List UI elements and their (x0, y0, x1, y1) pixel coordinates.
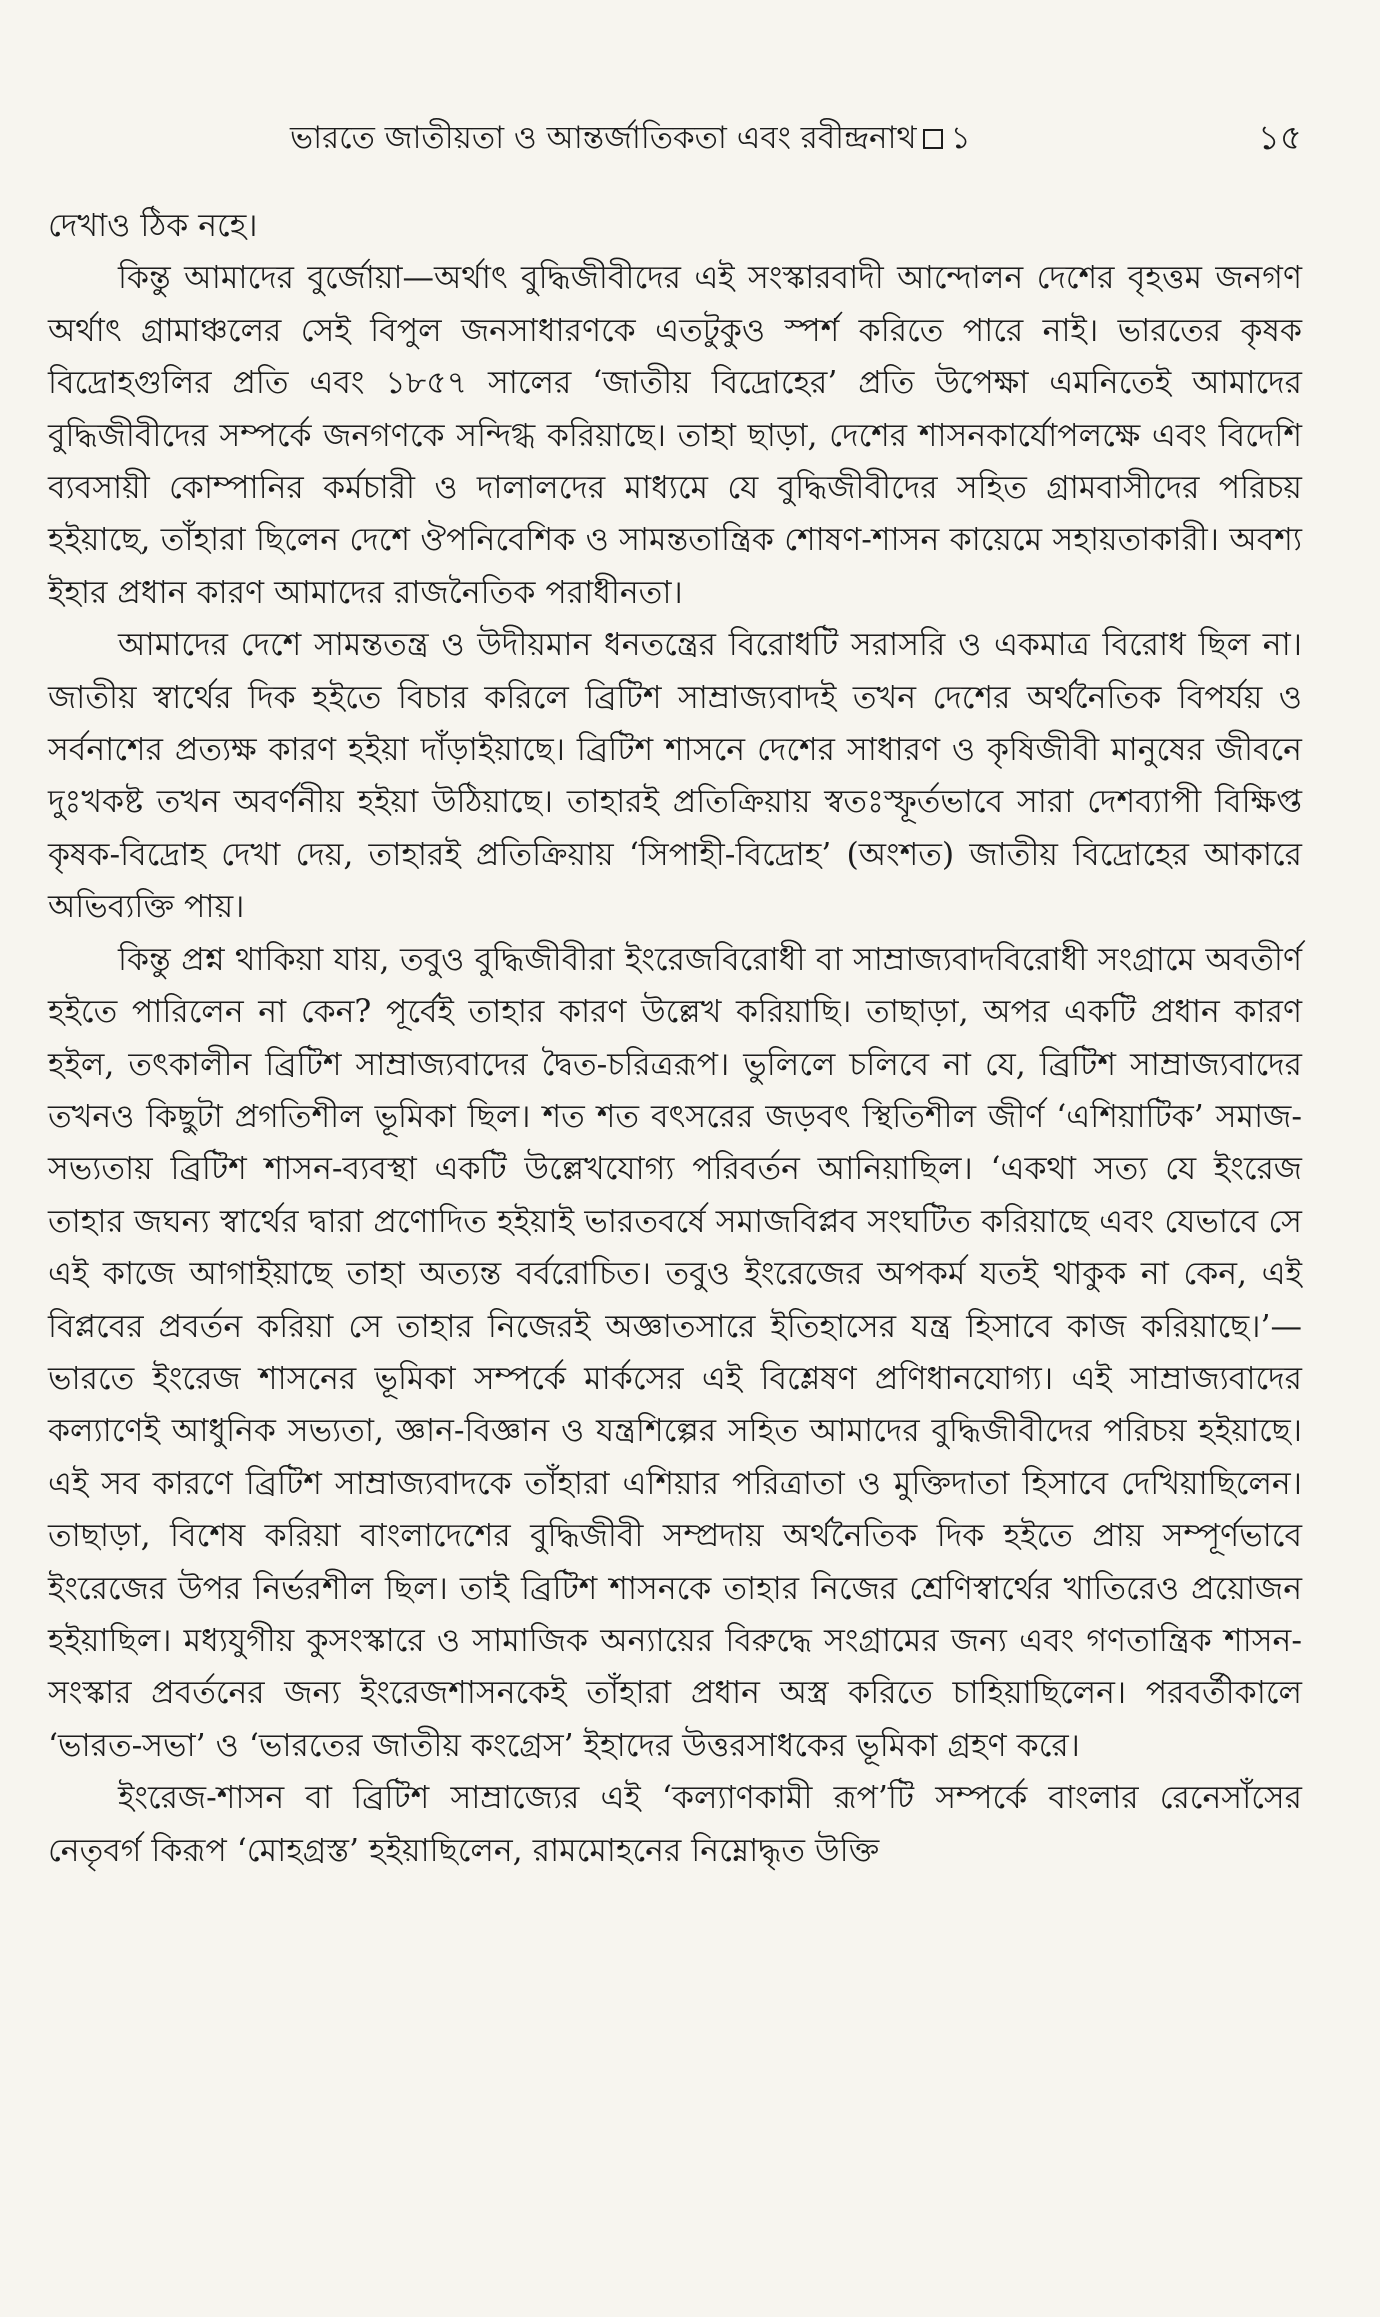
running-head-title: ভারতে জাতীয়তা ও আন্তর্জাতিকতা এবং রবীন্দ্রনাথ (290, 120, 917, 156)
page-number: ১৫ (1257, 118, 1302, 158)
square-box-icon (923, 129, 943, 149)
body-text (48, 200, 1302, 1877)
running-head (290, 118, 1302, 158)
paragraph: কিন্তু আমাদের বুর্জোয়া—অর্থাৎ বুদ্ধিজীবীদের এই সংস্কারবাদী আন্দোলন দেশের বৃহত্তম জনগণ অর্থাৎ গ্রামাঞ্চলের সেই বিপুল জনসাধারণকে এতটুকুও স্পর্শ করিতে পারে নাই। ভারতের কৃষক বিদ্রোহগুলির প্রতি এবং ১৮৫৭ সালের ‘জাতীয় বিদ্রোহের’ প্রতি উপেক্ষা এমনিতেই আমাদের বুদ্ধিজীবীদের সম্পর্কে জনগণকে সন্দিগ্ধ করিয়াছে। তাহা ছাড়া, দেশের শাসনকার্যোপলক্ষে এবং বিদেশি ব্যবসায়ী কোম্পানির কর্মচারী ও দালালদের মাধ্যমে যে বুদ্ধিজীবীদের সহিত গ্রামবাসীদের পরিচয় হইয়াছে, তাঁহারা ছিলেন দেশে ঔপনিবেশিক ও সামন্ততান্ত্রিক শোষণ-শাসন কায়েমে সহায়তাকারী। অবশ্য ইহার প্রধান কারণ আমাদের রাজনৈতিক পরাধীনতা। (48, 260, 1302, 611)
paragraph: কিন্তু প্রশ্ন থাকিয়া যায়, তবুও বুদ্ধিজীবীরা ইংরেজবিরোধী বা সাম্রাজ্যবাদবিরোধী সংগ্রামে অবতীর্ণ হইতে পারিলেন না কেন? পূর্বেই তাহার কারণ উল্লেখ করিয়াছি। তাছাড়া, অপর একটি প্রধান কারণ হইল, তৎকালীন ব্রিটিশ সাম্রাজ্যবাদের দ্বৈত-চরিত্ররূপ। ভুলিলে চলিবে না যে, ব্রিটিশ সাম্রাজ্যবাদের তখনও কিছুটা প্রগতিশীল ভূমিকা ছিল। শত শত বৎসরের জড়বৎ স্থিতিশীল জীর্ণ ‘এশিয়াটিক’ সমাজ-সভ্যতায় ব্রিটিশ শাসন-ব্যবস্থা একটি উল্লেখযোগ্য পরিবর্তন আনিয়াছিল। ‘একথা সত্য যে ইংরেজ তাহার জঘন্য স্বার্থের দ্বারা প্রণোদিত হইয়াই ভারতবর্ষে সমাজবিপ্লব সংঘটিত করিয়াছে এবং যেভাবে সে এই কাজে আগাইয়াছে তাহা অত্যন্ত বর্বরোচিত। তবুও ইংরেজের অপকর্ম যতই থাকুক না কেন, এই বিপ্লবের প্রবর্তন করিয়া সে তাহার নিজেরই অজ্ঞাতসারে ইতিহাসের যন্ত্র হিসাবে কাজ করিয়াছে।’—ভারতে ইংরেজ শাসনের ভূমিকা সম্পর্কে মার্কসের এই বিশ্লেষণ প্রণিধানযোগ্য। এই সাম্রাজ্যবাদের কল্যাণেই আধুনিক সভ্যতা, জ্ঞান-বিজ্ঞান ও যন্ত্রশিল্পের সহিত আমাদের বুদ্ধিজীবীদের পরিচয় হইয়াছে। এই সব কারণে ব্রিটিশ সাম্রাজ্যবাদকে তাঁহারা এশিয়ার পরিত্রাতা ও মুক্তিদাতা হিসাবে দেখিয়াছিলেন। তাছাড়া, বিশেষ করিয়া বাংলাদেশের বুদ্ধিজীবী সম্প্রদায় অর্থনৈতিক দিক হইতে প্রায় সম্পূর্ণভাবে ইংরেজের উপর নির্ভরশীল ছিল। তাই ব্রিটিশ শাসনকে তাহার নিজের শ্রেণিস্বার্থের খাতিরেও প্রয়োজন হইয়াছিল। মধ্যযুগীয় কুসংস্কারে ও সামাজিক অন্যায়ের বিরুদ্ধে সংগ্রামের জন্য এবং গণতান্ত্রিক শাসন-সংস্কার প্রবর্তনের জন্য ইংরেজশাসনকেই তাঁহারা প্রধান অস্ত্র করিতে চাহিয়াছিলেন। পরবর্তীকালে ‘ভারত-সভা’ ও ‘ভারতের জাতীয় কংগ্রেস’ ইহাদের উত্তরসাধকের ভূমিকা গ্রহণ করে। (48, 941, 1302, 1764)
paragraph: ইংরেজ-শাসন বা ব্রিটিশ সাম্রাজ্যের এই ‘কল্যাণকামী রূপ’টি সম্পর্কে বাংলার রেনেসাঁসের নেতৃবর্গ কিরূপ ‘মোহগ্রস্ত’ হইয়াছিলেন, রামমোহনের নিম্নোদ্ধৃত উক্তি (48, 1780, 1302, 1869)
running-head-title-group (290, 118, 971, 158)
paragraph-continued: দেখাও ঠিক নহে। (48, 208, 258, 244)
section-number: ১ (950, 120, 971, 156)
paragraph: আমাদের দেশে সামন্ততন্ত্র ও উদীয়মান ধনতন্ত্রের বিরোধটি সরাসরি ও একমাত্র বিরোধ ছিল না। জাতীয় স্বার্থের দিক হইতে বিচার করিলে ব্রিটিশ সাম্রাজ্যবাদই তখন দেশের অর্থনৈতিক বিপর্যয় ও সর্বনাশের প্রত্যক্ষ কারণ হইয়া দাঁড়াইয়াছে। ব্রিটিশ শাসনে দেশের সাধারণ ও কৃষিজীবী মানুষের জীবনে দুঃখকষ্ট তখন অবর্ণনীয় হইয়া উঠিয়াছে। তাহারই প্রতিক্রিয়ায় স্বতঃস্ফূর্তভাবে সারা দেশব্যাপী বিক্ষিপ্ত কৃষক-বিদ্রোহ দেখা দেয়, তাহারই প্রতিক্রিয়ায় ‘সিপাহী-বিদ্রোহ’ (অংশত) জাতীয় বিদ্রোহের আকারে অভিব্যক্তি পায়। (48, 627, 1302, 926)
